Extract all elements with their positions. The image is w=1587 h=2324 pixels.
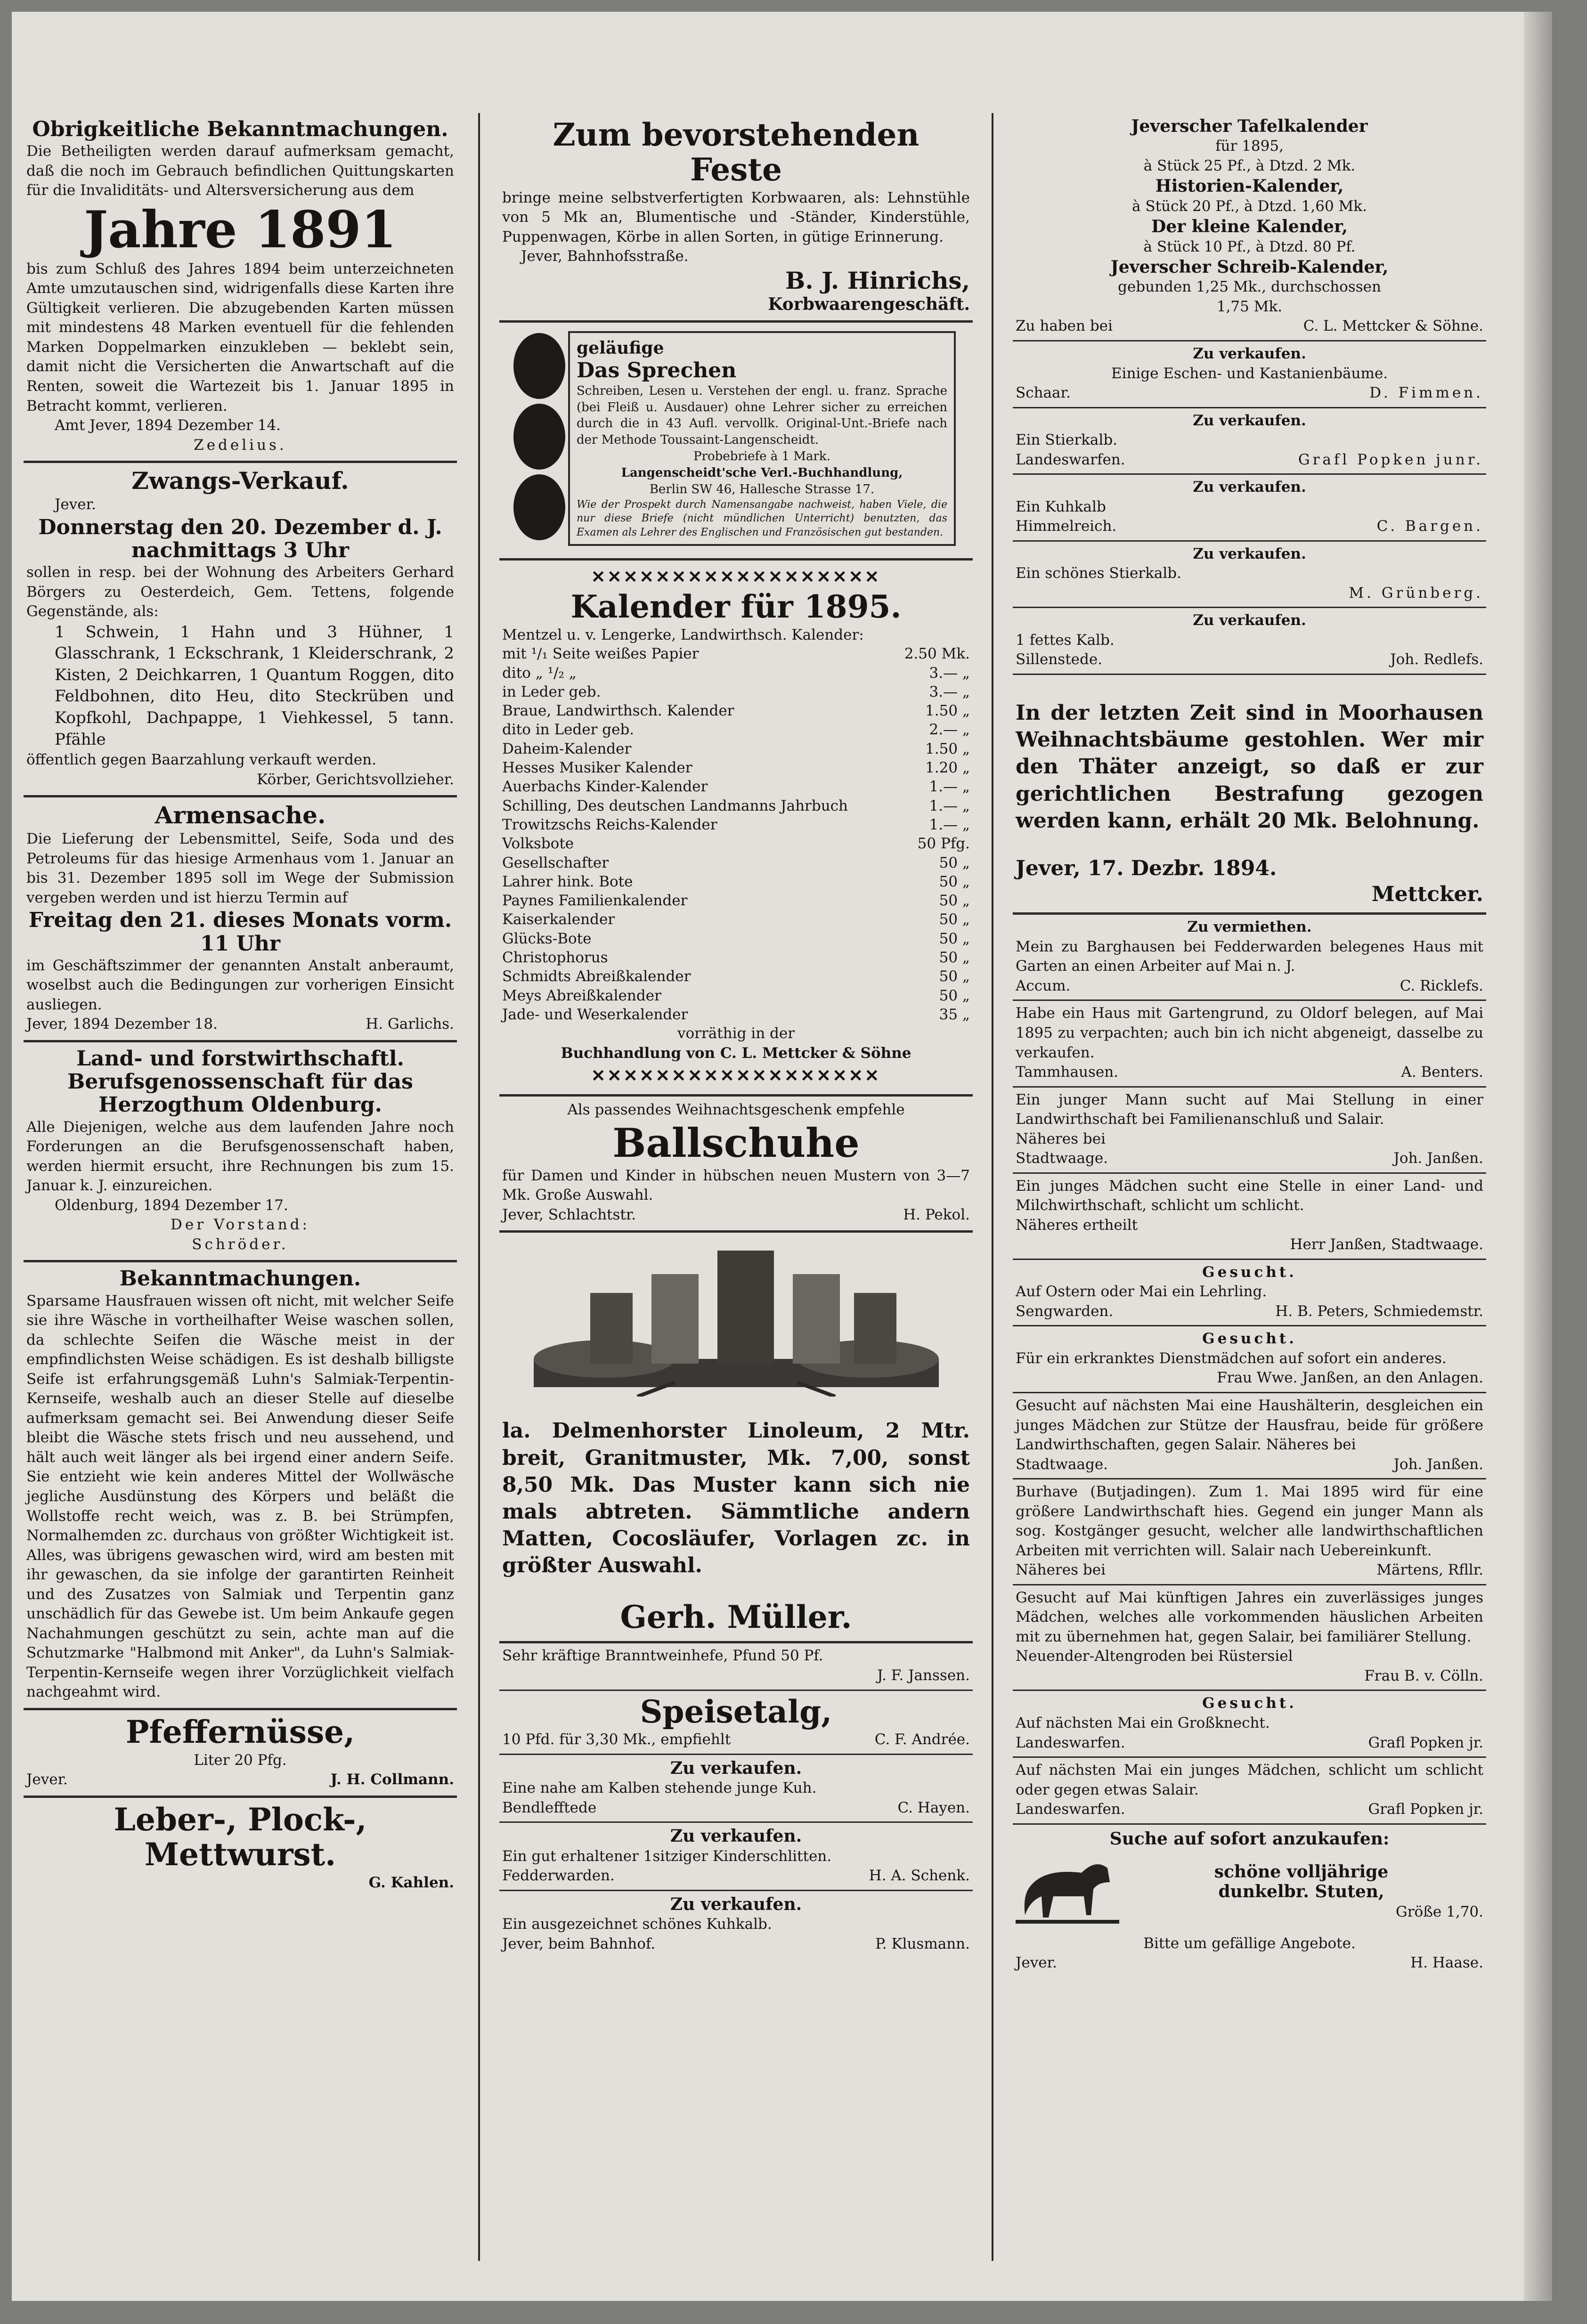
appointment-date: Freitag den 21. dieses Monats vorm. 11 Uhr [28, 908, 452, 956]
notice-body: öffentlich gegen Baarzahlung verkauft werden. [26, 751, 376, 769]
ad-signature: Korbwaarengeschäft. [768, 294, 970, 314]
ad-place: Stadtwaage. [1016, 1150, 1108, 1167]
ad-title: geläufige [577, 338, 664, 358]
calendar-row [502, 664, 970, 683]
ad-body: Ein schönes Stierkalb. [1016, 565, 1181, 582]
ad-bull-calf [1013, 408, 1486, 475]
ad-signature: Buchhandlung von C. L. Mettcker & Söhne [561, 1044, 912, 1062]
calendar-price: 3.— „ [929, 664, 970, 682]
ad-line: schöne volljährige [1214, 1861, 1389, 1882]
ad-signature: Joh. Janßen. [1393, 1455, 1483, 1473]
notice-place: Jever, 1894 Dezember 18. [26, 1016, 218, 1033]
calendar-row [502, 815, 970, 834]
calendar-row [502, 720, 970, 739]
ad-note: Wie der Prospekt durch Namensangabe nachweist, haben Viele, die nur diese Briefe (nicht mündlichen Unterricht) benutzten, das Examen als Lehrer des Englischen und Französischen gut bestanden. [577, 498, 947, 538]
calendar-row [502, 644, 970, 663]
ad-title: Zu verkaufen. [1193, 612, 1306, 629]
page-binding-edge [1524, 12, 1552, 2301]
calendar-price: 50 „ [939, 930, 970, 947]
ad-girl-popken [1013, 1758, 1486, 1825]
ad-title: Der kleine Kalender, [1151, 217, 1348, 237]
ad-title: Zu verkaufen. [670, 1826, 802, 1846]
notice-body: im Geschäftszimmer der genannten Anstalt anberaumt, woselbst auch die Bedingungen zur vorherigen Einsicht ausliegen. [26, 957, 454, 1013]
calendar-name: Volksbote [502, 835, 574, 853]
calendar-row [502, 948, 970, 967]
calendar-row [502, 796, 970, 815]
ad-linoleum [499, 1233, 973, 1643]
calendar-name: Christophorus [502, 949, 608, 966]
ad-title: Zu verkaufen. [1193, 412, 1306, 429]
ad-place: Jever, Schlachtstr. [502, 1206, 636, 1223]
ad-signature: C. Hayen. [897, 1799, 970, 1816]
ad-yeast [499, 1643, 973, 1690]
notice-signature: Körber, Gerichtsvollzieher. [257, 771, 454, 788]
column-left [24, 113, 457, 1898]
calendar-price: 1.20 „ [925, 759, 970, 777]
ad-line: vorräthig in der [677, 1025, 795, 1042]
calendar-price: 2.50 Mk. [904, 645, 970, 663]
notice-body: Alle Diejenigen, welche aus dem laufenden Jahre noch Forderungen an die Berufsgenossenschaft haben, werden hiermit ersucht, ihre Rechnungen bis zum 15. Januar k. J. einzureichen. [26, 1118, 454, 1195]
calendar-name: Meys Abreißkalender [502, 987, 661, 1004]
calendar-name: Jade- und Weserkalender [502, 1006, 688, 1023]
calendar-price: 50 „ [939, 987, 970, 1004]
ad-lease-house [1013, 1001, 1486, 1087]
ad-title: Jeverscher Schreib-Kalender, [1110, 257, 1389, 277]
ad-title: Zu verkaufen. [670, 1758, 802, 1778]
column-divider [478, 113, 480, 2261]
notice-signature: Zedelius. [194, 436, 287, 454]
calendar-row [502, 891, 970, 910]
ad-title: Zu verkaufen. [1193, 479, 1306, 496]
calendar-name: Gesellschafter [502, 854, 609, 871]
calendar-price: 50 „ [939, 873, 970, 890]
ad-title: Gesucht. [1202, 1263, 1297, 1281]
calendar-price: 50 „ [939, 949, 970, 966]
ad-farmhand [1013, 1691, 1486, 1758]
ad-line: Als passendes Weihnachtsgeschenk empfehle [567, 1101, 905, 1119]
calendar-name: dito „ ¹/₂ „ [502, 664, 577, 682]
ad-place: Accum. [1016, 977, 1071, 994]
notice-place: Oldenburg, 1894 Dezember 17. [55, 1196, 288, 1214]
calendar-name: Hesses Musiker Kalender [502, 759, 692, 777]
calendar-name: Kaiserkalender [502, 911, 615, 928]
ad-signature: G. Kahlen. [368, 1874, 454, 1891]
section-title: Obrigkeitliche Bekanntmachungen. [32, 117, 448, 141]
ad-body: Burhave (Butjadingen). Zum 1. Mai 1895 wird für eine größere Landwirthschaft hies. Gegend ein junger Mann als sog. Kostgänger gesucht, welcher alle landwirthschaftlichen Arbeiten mit verrichten will. Salair nach Uebereinkunft. [1016, 1483, 1483, 1559]
calendar-price: 50 „ [939, 892, 970, 910]
column-divider [992, 113, 993, 2261]
ad-body: Ein junges Mädchen sucht eine Stelle in einer Land- und Milchwirthschaft, schlicht um schlicht. [1016, 1177, 1483, 1214]
calendar-price [890, 626, 970, 644]
calendar-row [502, 739, 970, 758]
ad-title: Speisetalg, [640, 1693, 832, 1730]
ad-body: 1 fettes Kalb. [1016, 631, 1115, 649]
ad-title: Zu vermiethen. [1187, 918, 1312, 936]
linoleum-rolls-illustration [534, 1241, 939, 1397]
ad-place: Landeswarfen. [1016, 1734, 1125, 1751]
notice-body: Sparsame Hausfrauen wissen oft nicht, mit welcher Seife sie ihre Wäsche in vortheilhafter Weise waschen sollen, da schlechte Seifen die Wäsche meist in der empfindlichsten Weise schädigen. Es ist deshalb billigste Seife ist erfahrungsgemäß Luhn's Salmiak-Terpentin-Kernseife, weshalb auch an dieser Stelle auf dieselbe aufmerksam gemacht sei. Bei Anwendung dieser Seife bleibt die Wäsche stets frisch und neu aussehend, und hält auch weit länger als bei irgend einer andern Seife. Sie entzieht wie kein anderes Mittel der Wollwäsche jegliche Ausdünstung des Körpers und beläßt die Wollstoffe recht weich, was z. B. bei Strümpfen, Normalhemden zc. durchaus von größter Wichtigkeit ist. Alles, was übrigens gewaschen wird, wird am besten mit ihr gewaschen, da sie infolge der garantirten Reinheit und des Zusatzes von Salmiak und Terpentin ganz unschädlich für das Gewebe ist. Um beim Ankaufe gegen Nachahmungen geschützt zu sein, achte man auf die Schutzmarke "Halbmond mit Anker", da Luhn's Salmiak-Terpentin-Kernseife wegen ihrer Vorzüglichkeit vielfach nachgeahmt wird. [26, 1292, 454, 1701]
calendar-row [502, 910, 970, 929]
notice-body: sollen in resp. bei der Wohnung des Arbeiters Gerhard Börgers zu Oesterdeich, Gem. Tettens, folgende Gegenstände, als: [26, 564, 454, 620]
ad-fat-calf [1013, 608, 1486, 675]
ad-line: à Stück 20 Pf., à Dtzd. 1,60 Mk. [1132, 197, 1367, 215]
calendar-name: Schilling, Des deutschen Landmanns Jahrbuch [502, 797, 848, 814]
ad-signature: Frau B. v. Cölln. [1364, 1667, 1483, 1684]
ad-line: Berlin SW 46, Hallesche Strasse 17. [649, 482, 875, 496]
ad-signature: H. B. Peters, Schmiedemstr. [1275, 1302, 1483, 1320]
calendar-row [502, 986, 970, 1005]
calendar-name: Auerbachs Kinder-Kalender [502, 778, 708, 796]
calendar-row [502, 853, 970, 872]
ad-place: Fedderwarden. [502, 1867, 615, 1885]
ad-place: Bendlefftede [502, 1799, 597, 1816]
ad-burhave [1013, 1479, 1486, 1585]
notice-body: Die Betheiligten werden darauf aufmerksam gemacht, daß die noch im Gebrauch befindlichen Quittungskarten für die Invaliditäts- und Altersversicherung aus dem [26, 143, 454, 199]
ad-line: à Stück 25 Pf., à Dtzd. 2 Mk. [1143, 157, 1356, 174]
ad-place: Landeswarfen. [1016, 1801, 1125, 1818]
calendar-row [502, 683, 970, 701]
ad-body: Mein zu Barghausen bei Fedderwarden belegenes Haus mit Garten an einen Arbeiter auf Mai n. J. [1016, 938, 1483, 975]
ad-place: Jever. [1016, 1954, 1057, 1972]
ad-body: Auf nächsten Mai ein junges Mädchen, schlicht um schlicht oder gegen etwas Salair. [1016, 1762, 1483, 1798]
ad-body: Ein ausgezeichnet schönes Kuhkalb. [502, 1916, 772, 1933]
section-title: Zwangs-Verkauf. [131, 467, 349, 495]
ad-ballshoes [499, 1097, 973, 1233]
item-list: 1 Schwein, 1 Hahn und 3 Hühner, 1 Glasschrank, 1 Eckschrank, 1 Kleiderschrank, 2 Kisten, 2 Deichkarren, 1 Quantum Roggen, dito Feldbohnen, dito Heu, dito Steckrüben und Kopfkohl, Dachpappe, 1 Viehkessel, 5 tann. Pfähle [55, 622, 454, 749]
calendar-row [502, 1005, 970, 1024]
ad-signature: Grafl Popken jr. [1368, 1801, 1483, 1818]
ad-body: 10 Pfd. für 3,30 Mk., empfiehlt [502, 1731, 731, 1748]
ad-signature: A. Benters. [1401, 1064, 1483, 1081]
notice-place: Jever. [55, 496, 96, 513]
calendar-name: Glücks-Bote [502, 930, 592, 947]
ad-title: Suche auf sofort anzukaufen: [1109, 1828, 1390, 1849]
calendar-price: 50 Pfg. [917, 835, 970, 853]
calendar-name: Daheim-Kalender [502, 740, 632, 757]
notice-signature: H. Garlichs. [366, 1016, 454, 1033]
ad-cow-calf [1013, 475, 1486, 542]
notice-signature: Schröder. [192, 1235, 289, 1253]
ad-signature: Grafl Popken jr. [1368, 1734, 1483, 1751]
notice-poor-house [24, 797, 457, 1042]
ad-signature: Frau Wwe. Janßen, an den Anlagen. [1217, 1369, 1483, 1387]
ad-place: Näheres bei [1016, 1561, 1106, 1579]
ornament-row: ✕✕✕✕✕✕✕✕✕✕✕✕✕✕✕✕✕✕ [591, 567, 881, 587]
ad-body: Gesucht auf nächsten Mai eine Haushälterin, desgleichen ein junges Mädchen zur Stütze der Hausfrau, beide für größere Landwirthschaften, gegen Salair. Näheres bei [1016, 1397, 1483, 1454]
ad-jever-calendars [1013, 113, 1486, 341]
ad-pfeffernuesse [24, 1710, 457, 1798]
calendar-price: 1.50 „ [925, 702, 970, 720]
ad-signature: C. Ricklefs. [1400, 977, 1483, 994]
ad-signature: J. F. Janssen. [877, 1667, 970, 1684]
ad-signature: Gerh. Müller. [620, 1598, 852, 1635]
calendar-row [502, 701, 970, 720]
calendar-price: 50 „ [939, 968, 970, 985]
calendar-name: in Leder geb. [502, 683, 601, 700]
calendar-name: Mentzel u. v. Lengerke, Landwirthsch. Kalender: [502, 626, 864, 643]
ad-trees [1013, 341, 1486, 408]
calendar-price: 1.— „ [929, 778, 970, 796]
newspaper-page [12, 12, 1552, 2301]
calendar-name: Trowitzschs Reichs-Kalender [502, 816, 717, 833]
ad-mares [1013, 1825, 1486, 1979]
ad-title: Historien-Kalender, [1155, 176, 1344, 196]
ad-signature: C. Bargen. [1376, 518, 1483, 535]
section-title: Land- und forstwirthschaftl. Berufsgenossenschaft für das Herzogthum Oldenburg. [67, 1046, 413, 1117]
ad-baskets [499, 113, 973, 323]
ad-signature: P. Klusmann. [875, 1935, 970, 1952]
sale-date: Donnerstag den 20. Dezember d. J. nachmittags 3 Uhr [38, 515, 442, 562]
ad-sausage [24, 1798, 457, 1898]
ad-signature: Märtens, Rfllr. [1376, 1561, 1483, 1579]
ad-signature: Grafl Popken junr. [1298, 451, 1483, 468]
ad-line: dunkelbr. Stuten, [1218, 1882, 1384, 1902]
ad-line: à Stück 10 Pf., à Dtzd. 80 Pf. [1143, 238, 1356, 255]
notice-soap [24, 1262, 457, 1710]
ad-title: Kalender für 1895. [570, 588, 902, 626]
ad-signature: H. A. Schenk. [869, 1867, 970, 1885]
ad-calendars-1895 [499, 561, 973, 1097]
ad-sale-cow [499, 1755, 973, 1823]
ad-body: Habe ein Haus mit Gartengrund, zu Oldorf belegen, auf Mai 1895 zu verpachten; auch bin ich nicht abgeneigt, dasselbe zu verkaufen. [1016, 1005, 1483, 1061]
ad-housekeeper [1013, 1393, 1486, 1479]
ad-title: Das Sprechen [577, 358, 737, 382]
ad-box [568, 331, 956, 546]
ad-title: Ballschuhe [612, 1119, 860, 1166]
calendar-row [502, 777, 970, 796]
ornament-row: ✕✕✕✕✕✕✕✕✕✕✕✕✕✕✕✕✕✕ [591, 1066, 881, 1086]
ad-rent-house [1013, 915, 1486, 1001]
calendar-price: 1.50 „ [925, 740, 970, 757]
ad-line: 1,75 Mk. [1216, 298, 1283, 315]
ad-body: Ein junger Mann sucht auf Mai Stellung in einer Landwirthschaft bei Familienanschluß und Salair. [1016, 1091, 1483, 1128]
column-middle [499, 113, 973, 1958]
ad-signature: M. Grünberg. [1349, 584, 1483, 601]
ad-title: Gesucht. [1202, 1695, 1297, 1712]
ad-signature: B. J. Hinrichs, [785, 266, 970, 294]
ad-place: Schaar. [1016, 384, 1071, 402]
calendar-row [502, 758, 970, 777]
decorative-oval [513, 333, 565, 399]
ad-apprentice [1013, 1260, 1486, 1327]
ad-place: Jever, beim Bahnhof. [502, 1935, 656, 1952]
ad-young-man [1013, 1088, 1486, 1174]
ad-signature: C. L. Mettcker & Söhne. [1303, 317, 1483, 335]
ad-title: Gesucht. [1202, 1330, 1297, 1348]
calendar-row [502, 834, 970, 853]
notice-forced-sale [24, 463, 457, 797]
notice-stolen-trees [1013, 675, 1486, 915]
year-heading: Jahre 1891 [84, 200, 397, 260]
calendar-name: mit ¹/₁ Seite weißes Papier [502, 645, 699, 663]
ad-title: Zu verkaufen. [670, 1894, 802, 1914]
ad-maid [1013, 1326, 1486, 1393]
ad-body: Für ein erkranktes Dienstmädchen auf sofort ein anderes. [1016, 1349, 1447, 1367]
column-right [1013, 113, 1486, 1979]
section-title: Bekanntmachungen. [119, 1267, 361, 1291]
ad-line: Probebriefe à 1 Mark. [693, 449, 830, 464]
ad-place: Himmelreich. [1016, 518, 1117, 535]
ad-reliable-girl [1013, 1585, 1486, 1691]
ad-place: Tammhausen. [1016, 1064, 1119, 1081]
ad-signature: Joh. Janßen. [1393, 1150, 1483, 1167]
ad-signature: H. Pekol. [903, 1206, 970, 1223]
ad-place: Sillenstede. [1016, 651, 1103, 668]
ad-body: Schreiben, Lesen u. Verstehen der engl. u. franz. Sprache (bei Fleiß u. Ausdauer) ohne Lehrer sicher zu erreichen durch die in 43 Aufl. vervollk. Original-Unt.-Briefe nach der Methode Toussaint-Langenscheidt. [577, 383, 947, 447]
ad-signature: D. Fimmen. [1369, 384, 1483, 402]
ad-place: Jever. [26, 1771, 68, 1788]
decorative-oval [513, 404, 565, 470]
ad-line: für 1895, [1215, 138, 1284, 155]
ad-line: Langenscheidt'sche Verl.-Buchhandlung, [621, 465, 903, 480]
notice-signature: Der Vorstand: [171, 1216, 310, 1234]
notice-body: Die Lieferung der Lebensmittel, Seife, Soda und des Petroleums für das hiesige Armenhaus vom 1. Januar an bis 31. Dezember 1895 soll im Wege der Submission vergeben werden und ist hierzu Termin auf [26, 830, 454, 906]
ad-signature: C. F. Andrée. [874, 1731, 970, 1748]
calendar-price: 2.— „ [929, 721, 970, 739]
notice-body: bis zum Schluß des Jahres 1894 beim unterzeichneten Amte umzutauschen sind, widrigenfalls diese Karten ihre Gültigkeit verlieren. Die abzugebenden Karten müssen mit mindestens 48 Marken eventuell für die fehlenden Marken Doppelmarken einzukleben — beklebt sein, damit nicht die Versicherten die Anwartschaft auf die Renten, soweit die Wartezeit bis 1. Januar 1895 in Betracht kommt, verlieren. [26, 260, 454, 414]
ad-place: Stadtwaage. [1016, 1455, 1108, 1473]
ad-body: Ein Stierkalb. [1016, 431, 1118, 449]
ad-place: Sengwarden. [1016, 1302, 1114, 1320]
calendar-price: 35 „ [939, 1006, 970, 1023]
ad-signature: J. H. Collmann. [330, 1771, 454, 1788]
ad-body: bringe meine selbstverfertigten Korbwaaren, als: Lehnstühle von 5 Mk an, Blumentische und -Ständer, Kinderstühle, Puppenwagen, Körbe in allen Sorten, in gütige Erinnerung. [502, 189, 970, 245]
ad-young-girl [1013, 1174, 1486, 1260]
ad-fine-calf [1013, 542, 1486, 609]
ad-line: Größe 1,70. [1395, 1903, 1483, 1920]
ad-signature: Joh. Redlefs. [1390, 651, 1483, 668]
ad-line: Näheres ertheilt [1016, 1216, 1138, 1234]
ad-body: Eine nahe am Kalben stehende junge Kuh. [502, 1780, 817, 1797]
calendar-price: 50 „ [939, 911, 970, 928]
calendar-row [502, 626, 970, 644]
calendar-name: Paynes Familienkalender [502, 892, 688, 910]
ad-sale-calf [499, 1891, 973, 1958]
ad-body: Sehr kräftige Branntweinhefe, Pfund 50 Pf. [502, 1647, 823, 1665]
notice-invalidity-cards [24, 113, 457, 463]
ad-place: Neuender-Altengroden bei Rüstersiel [1016, 1648, 1293, 1665]
calendar-name: dito in Leder geb. [502, 721, 635, 739]
ad-line: Näheres bei [1016, 1130, 1106, 1147]
ad-place: Jever, Bahnhofsstraße. [521, 248, 689, 265]
horse-illustration [1016, 1849, 1119, 1934]
calendar-name: Lahrer hink. Bote [502, 873, 633, 890]
notice-signature: Mettcker. [1371, 882, 1483, 907]
calendar-row [502, 929, 970, 948]
calendar-price-table [502, 626, 970, 1024]
notice-professional-association [24, 1042, 457, 1263]
decorative-oval [513, 474, 565, 540]
ad-sale-sled [499, 1823, 973, 1891]
ad-line: gebunden 1,25 Mk., durchschossen [1118, 278, 1381, 296]
ad-body: Auf nächsten Mai ein Großknecht. [1016, 1714, 1270, 1731]
ad-line: Zu haben bei [1016, 317, 1113, 335]
ad-title: Zu verkaufen. [1193, 545, 1306, 562]
section-title: Armensache. [155, 801, 326, 829]
calendar-name: Schmidts Abreißkalender [502, 968, 691, 985]
calendar-price: 50 „ [939, 854, 970, 871]
ad-signature: Herr Janßen, Stadtwaage. [1290, 1236, 1483, 1253]
ad-price: Liter 20 Pfg. [194, 1751, 287, 1769]
ad-signature: H. Haase. [1410, 1954, 1483, 1972]
ad-body: Ein gut erhaltener 1sitziger Kinderschlitten. [502, 1847, 832, 1865]
ad-title: Leber-, Plock-, Mettwurst. [114, 1801, 367, 1873]
ad-title: Zum bevorstehenden Feste [553, 116, 920, 188]
notice-place: Jever, 17. Dezbr. 1894. [1016, 856, 1277, 880]
calendar-row [502, 967, 970, 986]
ad-title: Zu verkaufen. [1193, 345, 1306, 362]
ad-language-course [499, 323, 973, 561]
ad-body: Einige Eschen- und Kastanienbäume. [1111, 365, 1388, 382]
ad-body: Ein Kuhkalb [1016, 498, 1106, 515]
ad-body: für Damen und Kinder in hübschen neuen Mustern von 3—7 Mk. Große Auswahl. [502, 1167, 970, 1204]
notice-place: Amt Jever, 1894 Dezember 14. [55, 417, 281, 434]
ad-body: Bitte um gefällige Angebote. [1143, 1934, 1356, 1952]
ad-body: la. Delmenhorster Linoleum, 2 Mtr. breit, Granitmuster, Mk. 7,00, sonst 8,50 Mk. Das Muster kann sich nie mals abtreten. Sämmtliche andern Matten, Cocosläufer, Vorlagen zc. in größter Auswahl. [502, 1419, 970, 1578]
ad-title: Jeverscher Tafelkalender [1131, 116, 1368, 136]
ad-body: Auf Ostern oder Mai ein Lehrling. [1016, 1283, 1267, 1300]
notice-body: In der letzten Zeit sind in Moorhausen Weihnachtsbäume gestohlen. Wer mir den Thäter anzeigt, so daß er zur gerichtlichen Bestrafung gezogen werden kann, erhält 20 Mk. Belohnung. [1016, 700, 1483, 833]
calendar-price: 3.— „ [929, 683, 970, 700]
ad-title: Pfeffernüsse, [125, 1713, 355, 1750]
calendar-price: 1.— „ [929, 816, 970, 833]
ad-tallow [499, 1691, 973, 1755]
calendar-row [502, 872, 970, 891]
ad-body: Gesucht auf Mai künftigen Jahres ein zuverlässiges junges Mädchen, welches alle vorkommenden häuslichen Arbeiten mit zu übernehmen hat, gegen Salair, bei familiärer Stellung. [1016, 1589, 1483, 1645]
ad-place: Landeswarfen. [1016, 451, 1125, 468]
calendar-price: 1.— „ [929, 797, 970, 814]
calendar-name: Braue, Landwirthsch. Kalender [502, 702, 734, 720]
